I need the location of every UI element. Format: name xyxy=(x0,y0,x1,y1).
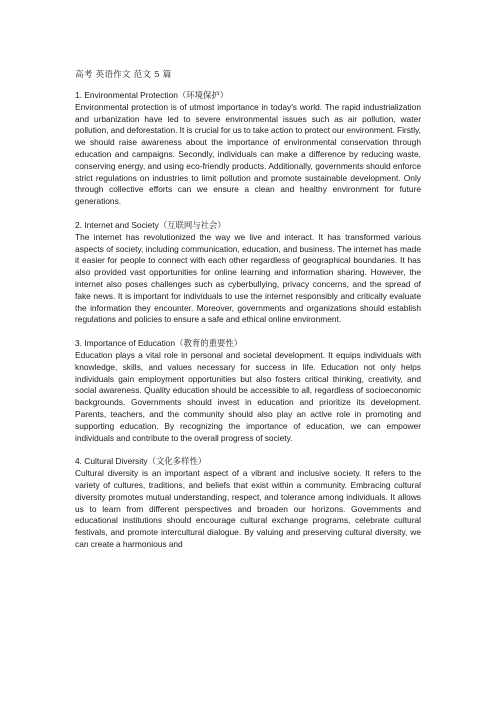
section-heading-zh: （环境保护） xyxy=(177,90,229,100)
section-body: The internet has revolutionized the way we live and interact. It has transformed various aspects of society, including communication, education, and business. The internet has made it easier for people to connect with each other regardless of geographical boundaries. It has also provided vast opportunities for online learning and information sharing. However, the internet also poses challenges such as cyberbullying, privacy concerns, and the spread of fake news. It is important for individuals to use the internet responsibly and critically evaluate the information they encounter. Moreover, governments and organizations should establish regulations and policies to ensure a safe and ethical online environment. xyxy=(75,231,421,325)
section-heading-en: 4. Cultural Diversity xyxy=(75,456,148,467)
section-heading xyxy=(75,456,421,468)
essay-section-education xyxy=(75,338,421,444)
essay-section-culture xyxy=(75,456,421,550)
section-heading-zh: （教育的重要性） xyxy=(175,338,243,349)
essay-section-internet xyxy=(75,220,421,326)
section-heading-en: 3. Importance of Education xyxy=(75,338,176,349)
section-heading xyxy=(75,90,421,102)
section-heading-en: 2. Internet and Society xyxy=(75,219,159,230)
document-page xyxy=(75,68,421,563)
section-body: Education plays a vital role in personal and societal development. It equips individuals with knowledge, skills, and values necessary for success in life. Education not only helps individuals gain employment opportunities but also fosters critical thinking, creativity, and social awareness. Quality education should be accessible to all, regardless of socioeconomic backgrounds. Governments should invest in education and prioritize its development. Parents, teachers, and the community should also play an active role in promoting and supporting education. By recognizing the importance of education, we can empower individuals and contribute to the overall progress of society. xyxy=(75,349,421,443)
section-body: Environmental protection is of utmost importance in today's world. The rapid industrialization and urbanization have led to severe environmental issues such as air pollution, water pollution, and deforestation. It is crucial for us to take action to protect our environment. Firstly, we should raise awareness about the importance of environmental conservation through education and campaigns. Secondly, individuals can make a difference by reducing waste, conserving energy, and using eco-friendly products. Additionally, governments should enforce strict regulations on industries to limit pollution and promote sustainable development. Only through collective efforts can we ensure a clean and healthy environment for future generations. xyxy=(75,101,421,207)
section-heading-zh: （文化多样性） xyxy=(147,456,207,467)
document-title: 高考 英语作文 范文 5 篇 xyxy=(75,70,172,80)
section-heading xyxy=(75,220,421,232)
section-heading-zh: （互联网与社会） xyxy=(158,219,226,230)
essay-section-environment xyxy=(75,90,421,208)
section-heading xyxy=(75,338,421,350)
section-heading-en: 1. Environmental Protection xyxy=(75,90,178,100)
section-body: Cultural diversity is an important aspect of a vibrant and inclusive society. It refers to the variety of cultures, traditions, and beliefs that exist within a community. Embracing cultural diversity promotes mutual understanding, respect, and tolerance among individuals. It allows us to learn from different perspectives and broaden our horizons. Governments and educational institutions should encourage cultural exchange programs, celebrate cultural festivals, and promote intercultural dialogue. By valuing and preserving cultural diversity, we can create a harmonious and xyxy=(75,468,421,549)
